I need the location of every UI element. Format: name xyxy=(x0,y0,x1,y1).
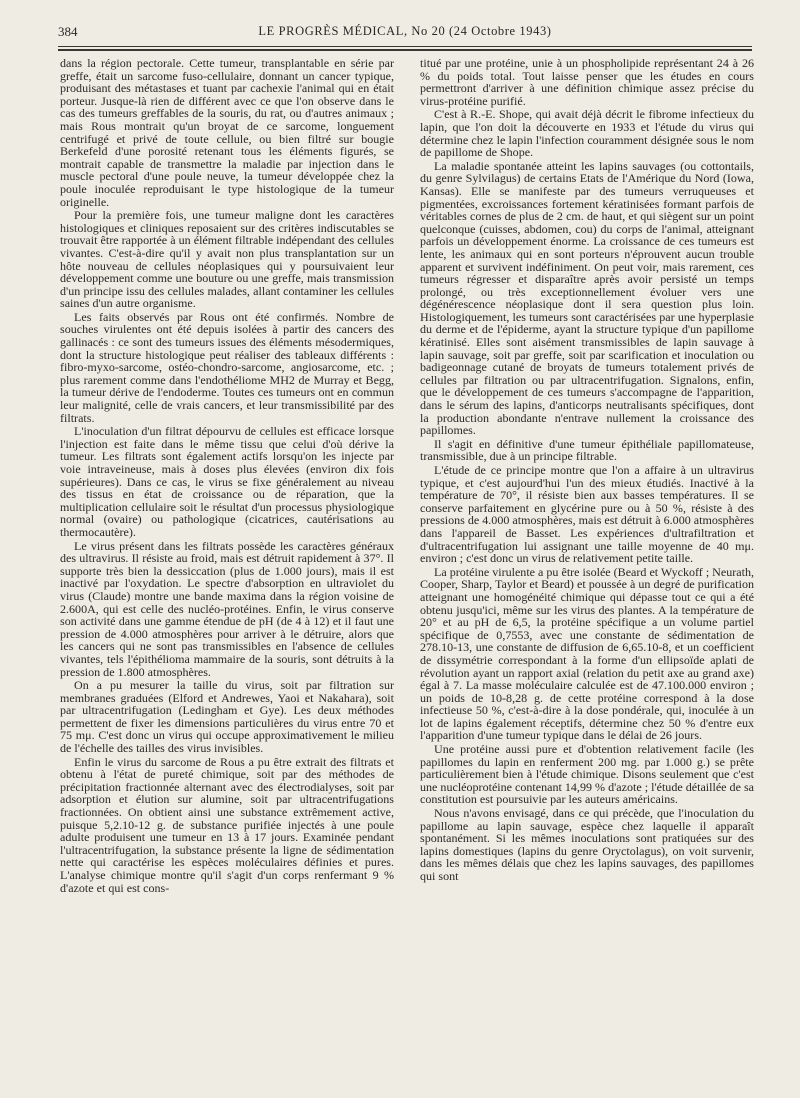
paragraph: Pour la première fois, une tumeur maligne dont les caractères histologiques et cliniques reposaient sur des critères indiscutables se trouvait être rapportée à un élément filtrable indépendant des cellules vivantes. C'est-à-dire qu'il y avait non plus transplantation sur un hôte nouveau de cellules néoplasiques qui y poursuivaient leur développement comme une bouture ou une greffe, mais transmission d'un principe issu des cellules malades, allant contaminer les cellules saines d'un autre organisme. xyxy=(60,208,394,311)
page-header xyxy=(58,24,752,44)
paragraph: dans la région pectorale. Cette tumeur, transplantable en série par greffe, était un sarcome fuso-cellulaire, donnant un cancer typique, produisant des métastases et tuant par cachexie l'animal qui en était porteur. Jusque-là rien de différent avec ce que l'on observe dans le cas des tumeurs greffables de la souris, du rat, ou d'autres animaux ; mais Rous montrait qu'un broyat de ce sarcome, longuement centrifugé et privé de toute cellule, ou bien filtré sur bougie Berkefeld d'une porosité retenant tous les éléments figurés, se montrait capable de transmettre la maladie par injection dans le muscle pectoral d'une poule neuve, la tumeur développée chez la poule inoculée reproduisant le type histologique de la tumeur originelle. xyxy=(60,57,394,209)
header-rule xyxy=(58,46,752,47)
paragraph: Enfin le virus du sarcome de Rous a pu être extrait des filtrats et obtenu à l'état de pureté chimique, soit par des méthodes de précipitation fractionnée alternant avec des électrodialyses, soit par adsorption et élution sur alumine, soit par ultracentrifugations fractionnées. On obtient ainsi une substance extrêmement active, puisque 5,2.10-12 g. de substance purifiée injectés à une poule adulte produisent une tumeur en 13 à 17 jours. Examinée pendant l'ultracentrifugation, la substance présente la ligne de sédimentation nette qui caractérise les espèces moléculaires définies et pures. L'analyse chimique montre qu'il s'agit d'un corps renfermant 9 % d'azote et qui est cons- xyxy=(60,754,394,895)
paragraph: titué par une protéine, unie à un phospholipide représentant 24 à 26 % du poids total. Tout laisse penser que les études en cours permettront d'arriver à une définition chimique assez précise du virus-protéine purifié. xyxy=(420,57,754,108)
running-title: LE PROGRÈS MÉDICAL, No 20 (24 Octobre 1943) xyxy=(258,24,552,38)
paragraph: Il s'agit en définitive d'une tumeur épithéliale papillomateuse, transmissible, due à un principe filtrable. xyxy=(420,436,754,464)
paragraph: C'est à R.-E. Shope, qui avait déjà décrit le fibrome infectieux du lapin, que l'on doit la découverte en 1933 et l'étude du virus qui détermine chez le lapin l'infection couramment désignée sous le nom de papillome de Shope. xyxy=(420,107,754,160)
right-column xyxy=(420,57,754,1087)
paragraph: On a pu mesurer la taille du virus, soit par filtration sur membranes graduées (Elford et Andrewes, Yaoi et Nakahara), soit par ultracentrifugation (Ledingham et Gye). Les deux méthodes permettent de fixer les dimensions particulières du virus entre 70 et 75 mμ. C'est donc un virus qui occupe approximativement le milieu de l'échelle des tailles des virus invisibles. xyxy=(60,678,394,756)
paragraph: L'étude de ce principe montre que l'on a affaire à un ultravirus typique, et c'est aujourd'hui l'un des mieux étudiés. Inactivé à la température de 70°, il résiste bien aux basses températures. Il se conserve parfaitement en glycérine pure ou à 50 %, résiste à des pressions de 4.000 atmosphères, mais est détruit à 6.000 atmosphères dans l'appareil de Basset. Les expériences d'ultrafiltration et d'ultracentrifugation lui assignant une taille moyenne de 40 mμ. environ ; c'est donc un virus de relativement petite taille. xyxy=(420,463,754,566)
left-column xyxy=(60,57,394,1087)
paragraph: Le virus présent dans les filtrats possède les caractères généraux des ultravirus. Il résiste au froid, mais est détruit rapidement à 37°. Il supporte très bien la dessiccation (plus de 1.000 jours), mais il est inactivé par l'oxydation. Le spectre d'absorption en ultraviolet du virus (Claude) montre une bande maxima dans la région voisine de 2.600A, qui est celle des nucléo-protéines. Enfin, le virus conserve son activité dans une gamme étendue de pH (de 4 à 12) et il faut une pression de 4.000 atmosphères pour arriver à le détruire, alors que les cancers qui ne sont pas transmissibles en l'absence de cellules vivantes, tels l'épithélioma mammaire de la souris, sont détruits à la pression de 1.800 atmosphères. xyxy=(60,538,394,679)
paragraph: Nous n'avons envisagé, dans ce qui précède, que l'inoculation du papillome au lapin sauvage, espèce chez laquelle il apparaît spontanément. Si les mêmes inoculations sont pratiquées sur des lapins domestiques (lapins du genre Oryctolagus), on voit survenir, dans les mêmes délais que chez les lapins sauvages, des papillomes qui sont xyxy=(420,806,754,883)
page-number: 384 xyxy=(58,24,78,39)
paragraph: La protéine virulente a pu être isolée (Beard et Wyckoff ; Neurath, Cooper, Sharp, Taylor et Beard) et poussée à un degré de purification atteignant une homogénéité chimique qui dépasse tout ce qui a été obtenu jusqu'ici, même sur les virus des plantes. A la température de 20° et au pH de 6,5, la protéine spécifique a un volume partiel spécifique de 0,7553, avec une constante de sédimentation de 278.10-13, une constante de diffusion de 6,65.10-8, et un coefficient de dissymétrie correspondant à la forme d'un ellipsoïde aplati de révolution ayant un rapport axial (relation du petit axe au grand axe) égal à 7. La masse moléculaire calculée est de 47.100.000 environ ; un poids de 10-8,28 g. de cette protéine correspond à la dose infectieuse 50 %, c'est-à-dire à la dose pondérale, qui, inoculée à un lot de lapins également réceptifs, détermine chez 50 % d'entre eux l'apparition d'une tumeur typique dans le délai de 26 jours. xyxy=(420,564,754,743)
paragraph: Les faits observés par Rous ont été confirmés. Nombre de souches virulentes ont été depuis isolées à partir des cancers des gallinacés : ce sont des tumeurs issues des éléments mésodermiques, dont la structure histologique peut réaliser des tableaux différents : fibro-myxo-sarcome, ostéo-chondro-sarcome, angiosarcome, etc. ; plus rarement comme dans l'endothéliome MH2 de Murray et Begg, la tumeur dérive de l'endoderme. Toutes ces tumeurs ont en commun leur malignité, celle de vrais cancers, et leur transmissibilité par des filtrats. xyxy=(60,309,394,425)
paragraph: La maladie spontanée atteint les lapins sauvages (ou cottontails, du genre Sylvilagus) de certains Etats de l'Amérique du Nord (Iowa, Kansas). Elle se manifeste par des tumeurs verruqueuses et pigmentées, excroissances fortement kératinisées formant parfois de véritables cornes de plus de 2 cm. de haut, et qui siègent sur un point quelconque (cuisses, abdomen, cou) du corps de l'animal, atteignant parfois un développement énorme. La croissance de ces tumeurs est lente, les animaux qui en sont porteurs n'éprouvent aucun trouble apparent et survivent indéfiniment. On peut voir, mais rarement, ces tumeurs régresser et disparaître après avoir persisté un temps prolongé, ou très exceptionnellement évoluer vers une dégénérescence néoplasique dont il sera question plus loin. Histologiquement, les tumeurs sont caractérisées par une hyperplasie du derme et de l'épiderme, ayant la structure typique d'un papillome kératinisé. Elles sont aisément transmissibles de lapin sauvage à lapin sauvage, soit par greffe, soit par scarification et inoculation ou badigeonnage cutané de broyats de tumeurs totalement privés de cellules par filtration ou par ultracentrifugation. Signalons, enfin, que le développement de ces tumeurs s'accompagne de l'apparition, dans le sérum des lapins, d'anticorps neutralisants spécifiques, dont la production abondante n'entrave nullement la croissance des papillomes. xyxy=(420,158,754,438)
paragraph: Une protéine aussi pure et d'obtention relativement facile (les papillomes du lapin en renferment 200 mg. par 1.000 g.) se prête particulièrement bien à l'étude chimique. Disons seulement que c'est une nucléoprotéine contenant 14,99 % d'azote ; l'étude détaillée de sa constitution est poursuivie par les auteurs américains. xyxy=(420,742,754,807)
header-rule-thick xyxy=(58,49,752,51)
paragraph: L'inoculation d'un filtrat dépourvu de cellules est efficace lorsque l'injection est faite dans le même tissu que celui d'où dérive la tumeur. Les filtrats sont également actifs lorsqu'on les injecte par voie intraveineuse, mais à doses plus élevées (environ dix fois supérieures). Dans ce cas, le virus se fixe généralement au niveau des tissus en état de croissance ou de réparation, que la multiplication cellulaire soit le résultat d'un processus physiologique normal (ovaire) ou pathologique (cicatrices, cautérisations au thermocautère). xyxy=(60,424,394,539)
